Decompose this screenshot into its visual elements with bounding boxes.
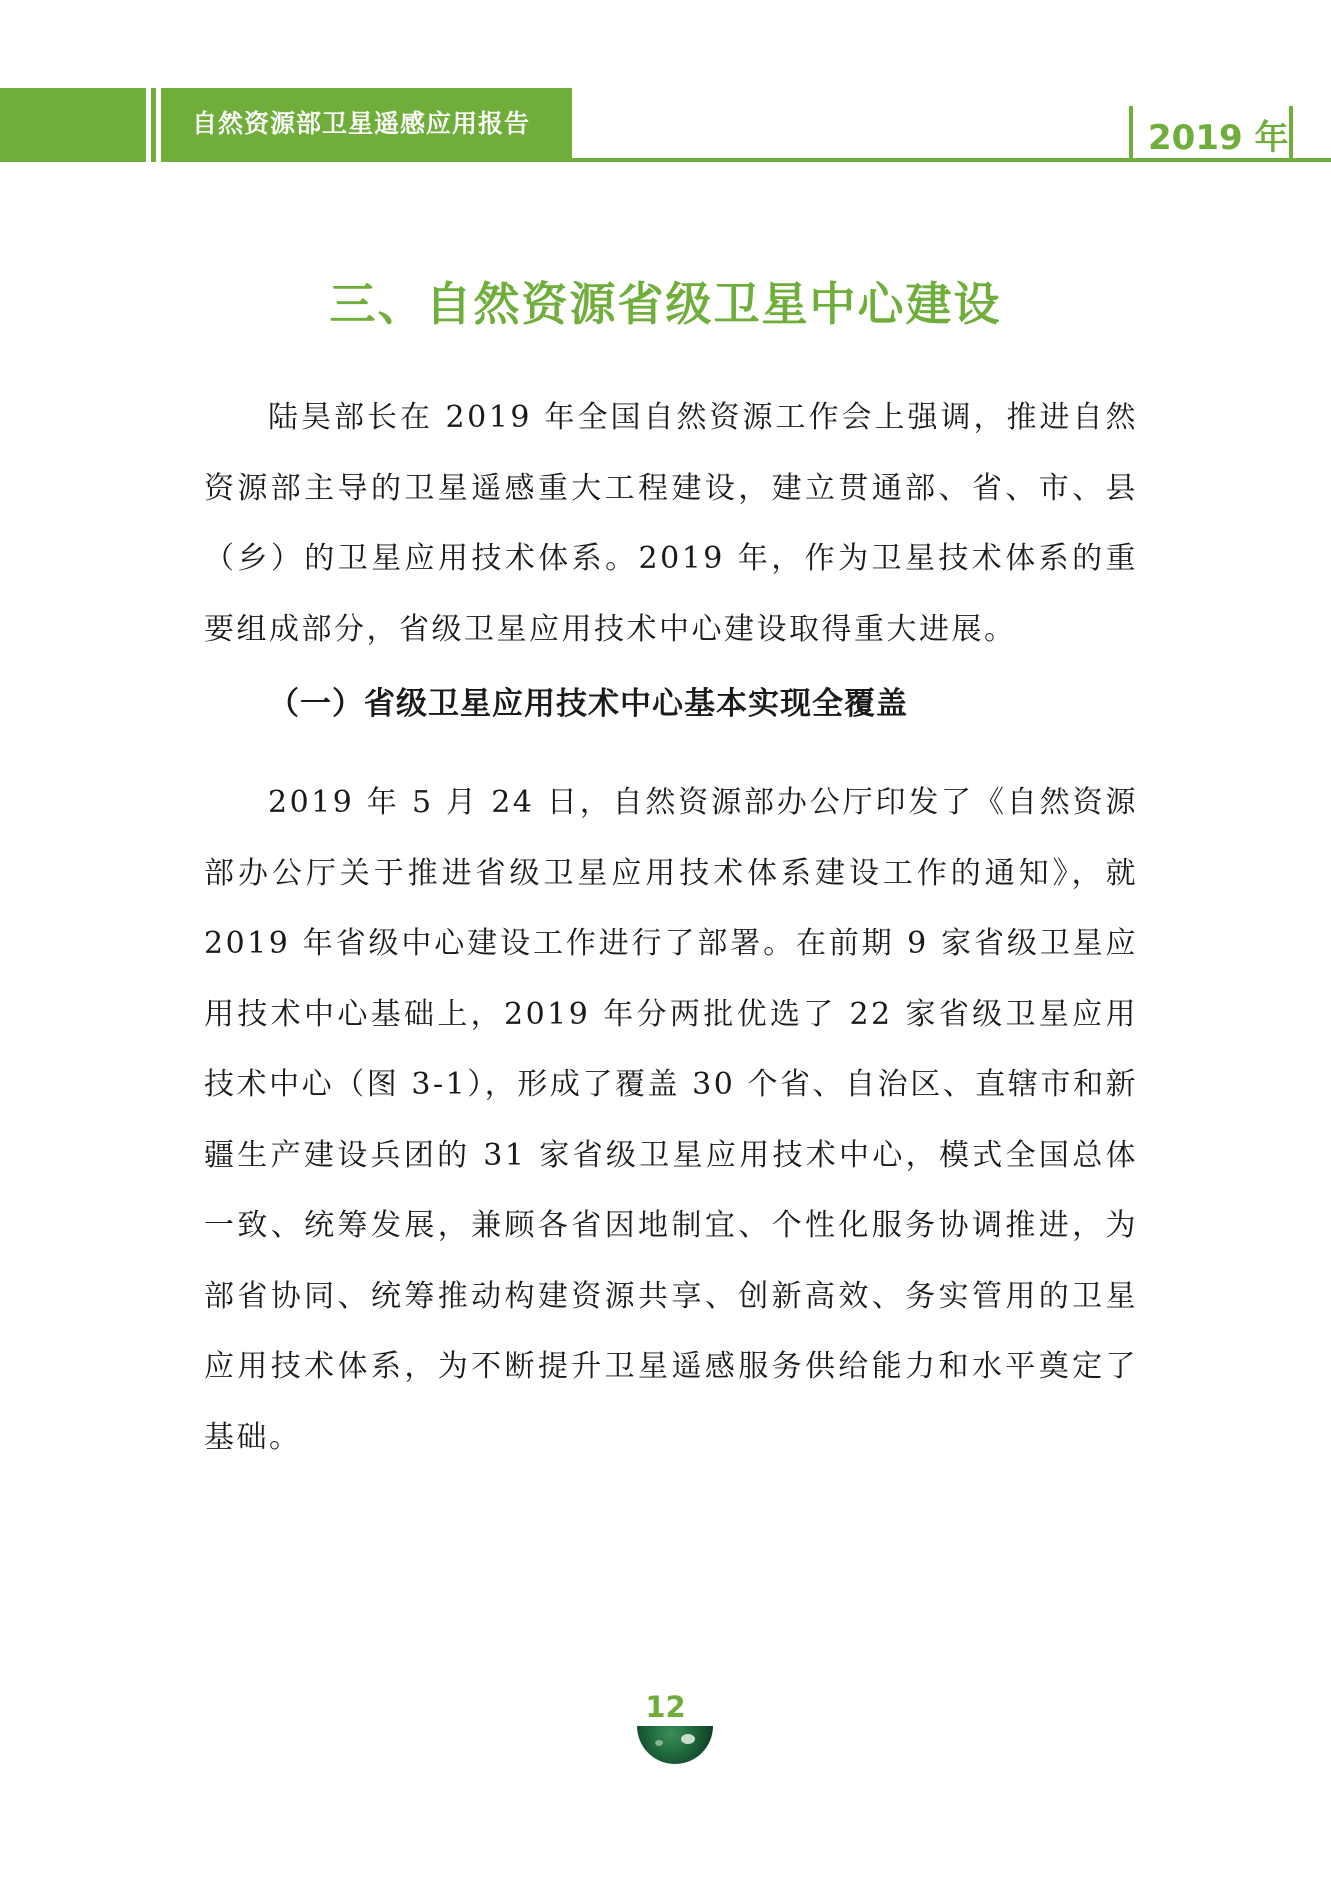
page-number: 12 bbox=[645, 1690, 686, 1724]
year-divider-right bbox=[1289, 106, 1293, 162]
paragraph-body: 2019 年 5 月 24 日，自然资源部办公厅印发了《自然资源部办公厅关于推进省级卫星应用技术体系建设工作的通知》，就 2019 年省级中心建设工作进行了部署。在前期 9 家省级卫星应用技术中心基础上，2019 年分两批优选了 22 家省级卫星应用技术中心（图 3-1），形成了覆盖 30 个省、自治区、直辖市和新疆生产建设兵团的 31 家省级卫星应用技术中心，模式全国总体一致、统筹发展，兼顾各省因地制宜、个性化服务协调推进，为部省协同、统筹推动构建资源共享、创新高效、务实管用的卫星应用技术体系，为不断提升卫星遥感服务供给能力和水平奠定了基础。 bbox=[204, 785, 1138, 1455]
report-year: 2019 年 bbox=[1148, 118, 1289, 158]
paragraph-intro: 陆昊部长在 2019 年全国自然资源工作会上强调，推进自然资源部主导的卫星遥感重大工程建设，建立贯通部、省、市、县（乡）的卫星应用技术体系。2019 年，作为卫星技术体系的重要组成部分，省级卫星应用技术中心建设取得重大进展。 bbox=[204, 400, 1138, 647]
globe-cloud bbox=[681, 1734, 695, 1744]
year-divider-left bbox=[1129, 106, 1133, 162]
header-stripe bbox=[156, 88, 161, 162]
report-title: 自然资源部卫星遥感应用报告 bbox=[192, 109, 531, 138]
globe-cloud bbox=[655, 1740, 663, 1746]
section-title: 三、自然资源省级卫星中心建设 bbox=[329, 277, 1002, 331]
subsection-title: （一）省级卫星应用技术中心基本实现全覆盖 bbox=[268, 686, 908, 722]
globe-icon bbox=[637, 1726, 713, 1764]
header-stripe bbox=[146, 88, 151, 162]
